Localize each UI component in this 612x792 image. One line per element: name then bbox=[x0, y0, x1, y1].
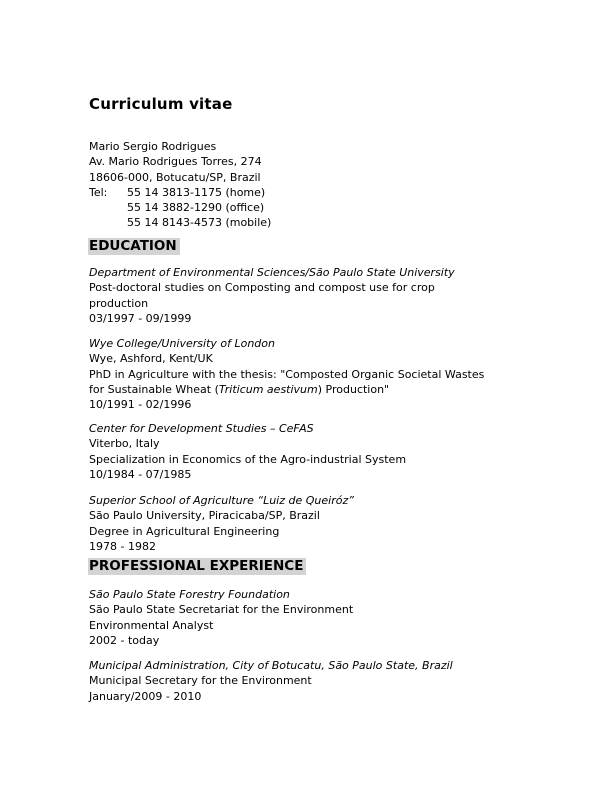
entry-institution: Department of Environmental Sciences/São Paulo State University bbox=[89, 266, 455, 279]
section-heading-experience: PROFESSIONAL EXPERIENCE bbox=[88, 558, 306, 575]
education-entry-degree bbox=[89, 493, 534, 554]
entry-description-line: Post-doctoral studies on Composting and compost use for crop bbox=[89, 281, 435, 295]
contact-block bbox=[89, 139, 534, 231]
phone-home: 55 14 3813-1175 (home) bbox=[127, 185, 266, 199]
education-entry-postdoc bbox=[89, 265, 534, 326]
phone-mobile: 55 14 8143-4573 (mobile) bbox=[127, 216, 272, 230]
entry-location: São Paulo University, Piracicaba/SP, Brazil bbox=[89, 509, 320, 523]
education-entry-phd bbox=[89, 336, 534, 412]
entry-period: 1978 - 1982 bbox=[89, 539, 156, 553]
entry-institution: Superior School of Agriculture “Luiz de Queiróz” bbox=[89, 494, 354, 507]
contact-name: Mario Sergio Rodrigues bbox=[89, 140, 217, 153]
entry-period: 10/1984 - 07/1985 bbox=[89, 467, 192, 481]
experience-entry-municipal bbox=[89, 658, 534, 704]
entry-period: January/2009 - 2010 bbox=[89, 689, 202, 703]
education-entry-specialization bbox=[89, 421, 534, 482]
experience-entry-forestry bbox=[89, 587, 534, 648]
entry-period: 10/1991 - 02/1996 bbox=[89, 398, 192, 412]
entry-description-line: São Paulo State Secretariat for the Environment bbox=[89, 603, 354, 617]
entry-organization: Municipal Administration, City of Botucatu, São Paulo State, Brazil bbox=[89, 659, 453, 672]
entry-description-line bbox=[89, 382, 534, 397]
section-heading-education: EDUCATION bbox=[88, 238, 180, 255]
entry-description-line: Environmental Analyst bbox=[89, 618, 214, 632]
education-heading-block bbox=[89, 239, 534, 254]
tel-label: Tel: bbox=[89, 185, 108, 199]
contact-phone-home-row bbox=[89, 185, 534, 200]
entry-period: 03/1997 - 09/1999 bbox=[89, 311, 192, 325]
entry-period: 2002 - today bbox=[89, 633, 160, 647]
entry-description-line: PhD in Agriculture with the thesis: "Composted Organic Societal Wastes bbox=[89, 367, 485, 381]
page-title: Curriculum vitae bbox=[89, 95, 233, 113]
entry-institution: Wye College/University of London bbox=[89, 337, 275, 350]
entry-location: Wye, Ashford, Kent/UK bbox=[89, 352, 213, 366]
experience-heading-block bbox=[89, 559, 534, 574]
entry-organization: São Paulo State Forestry Foundation bbox=[89, 588, 290, 601]
thesis-text-post: ) Production" bbox=[317, 382, 390, 396]
entry-description-line: Degree in Agricultural Engineering bbox=[89, 524, 280, 538]
thesis-text-pre: for Sustainable Wheat ( bbox=[89, 382, 219, 396]
phone-office: 55 14 3882-1290 (office) bbox=[127, 201, 265, 215]
entry-description-line: Specialization in Economics of the Agro-industrial System bbox=[89, 452, 407, 466]
contact-address-line-1: Av. Mario Rodrigues Torres, 274 bbox=[89, 155, 262, 169]
thesis-species-name: Triticum aestivum bbox=[218, 382, 318, 396]
entry-location: Viterbo, Italy bbox=[89, 437, 160, 451]
entry-description-line: Municipal Secretary for the Environment bbox=[89, 674, 312, 688]
contact-address-line-2: 18606-000, Botucatu/SP, Brazil bbox=[89, 170, 261, 184]
entry-description-line: production bbox=[89, 296, 149, 310]
entry-institution: Center for Development Studies – CeFAS bbox=[89, 422, 314, 435]
